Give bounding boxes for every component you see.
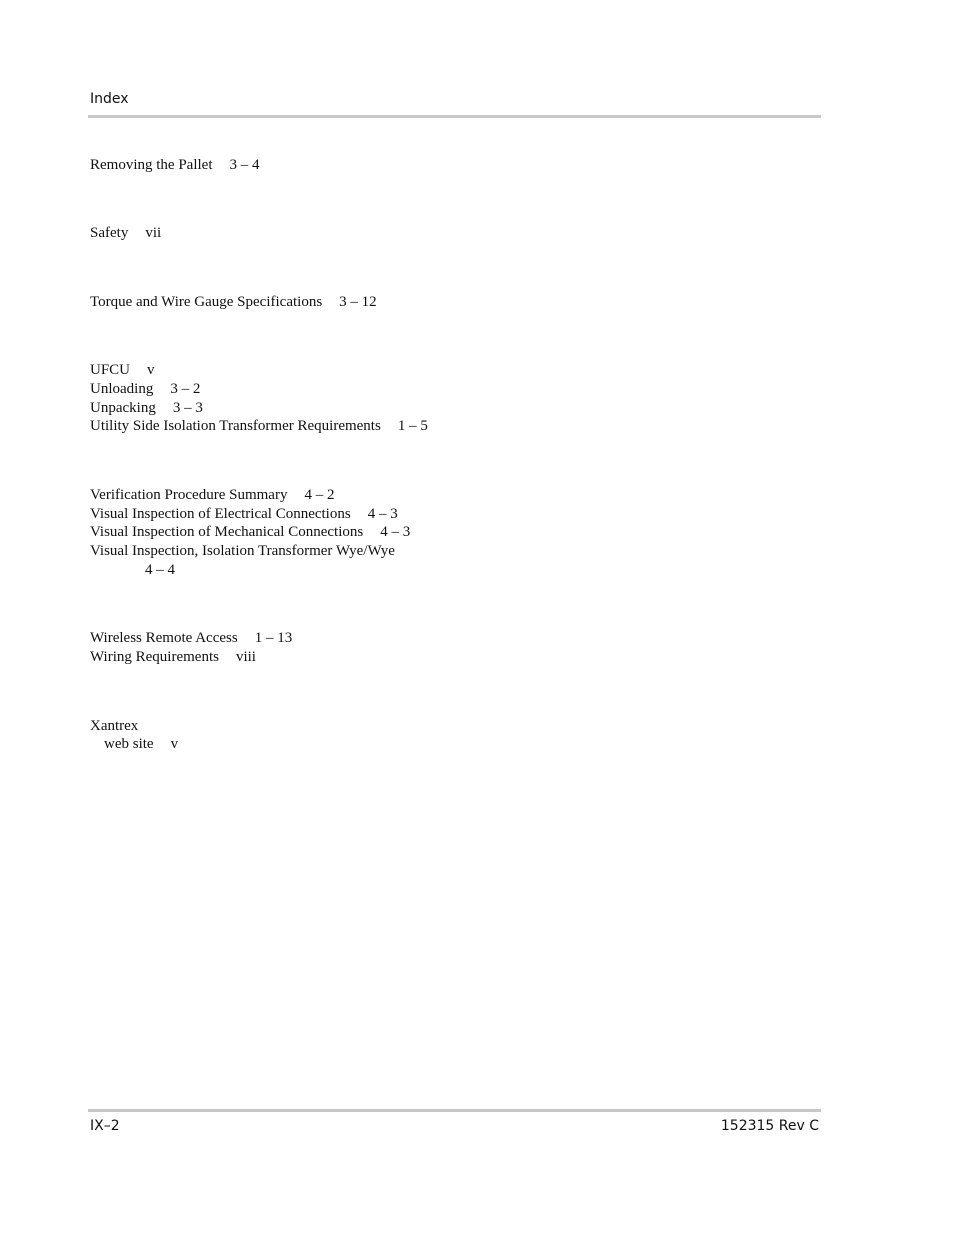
index-entry (90, 486, 334, 504)
index-term: Safety (90, 225, 129, 241)
index-entry (90, 361, 155, 379)
index-page-ref: v (147, 362, 155, 378)
index-page-ref: v (170, 736, 179, 752)
index-entry (90, 417, 428, 435)
page-number: IX–2 (90, 1118, 120, 1134)
index-page-ref: 4 – 2 (304, 487, 335, 503)
index-entry (90, 542, 395, 560)
index-page-ref: 3 – 12 (339, 294, 377, 310)
index-page-ref: 3 – 2 (170, 381, 201, 397)
index-page-ref: 1 – 5 (397, 418, 428, 434)
index-term: UFCU (90, 362, 131, 378)
index-term: Wireless Remote Access (90, 630, 238, 646)
index-page-ref: 3 – 3 (172, 400, 203, 416)
index-term: Verification Procedure Summary (90, 487, 288, 503)
header-rule (88, 115, 821, 118)
index-term: Torque and Wire Gauge Specifications (90, 294, 323, 310)
running-header: Index (90, 91, 129, 107)
index-page-ref: vii (145, 225, 162, 241)
index-entry (90, 293, 377, 311)
index-entry (90, 717, 138, 735)
index-page-ref: 1 – 13 (254, 630, 293, 646)
index-term: Visual Inspection of Mechanical Connections (90, 524, 364, 540)
index-entry (90, 523, 410, 541)
index-entry (90, 629, 292, 647)
index-term: Unpacking (90, 400, 156, 416)
index-entry-continuation (145, 561, 175, 579)
index-entry (90, 224, 161, 242)
index-term: Wiring Requirements (90, 649, 219, 665)
index-entry (90, 505, 398, 523)
index-page-ref: viii (235, 649, 256, 665)
index-page-ref: 4 – 3 (380, 524, 411, 540)
index-page-ref: 3 – 4 (229, 157, 260, 173)
index-entry (90, 648, 256, 666)
index-term: web site (104, 736, 154, 752)
index-entry (90, 156, 259, 174)
footer-rule (88, 1109, 821, 1112)
index-term: Removing the Pallet (90, 157, 213, 173)
index-term: Utility Side Isolation Transformer Requirements (90, 418, 381, 434)
document-id: 152315 Rev C (720, 1118, 819, 1134)
index-term: Xantrex (90, 718, 139, 734)
index-term: Visual Inspection, Isolation Transformer Wye/Wye (90, 543, 395, 559)
index-entry (90, 399, 203, 417)
index-page-ref: 4 – 3 (367, 506, 398, 522)
index-term: Visual Inspection of Electrical Connections (90, 506, 351, 522)
index-term: Unloading (90, 381, 154, 397)
index-entry (90, 380, 200, 398)
index-subentry (104, 735, 178, 753)
index-page-ref: 4 – 4 (145, 562, 175, 578)
